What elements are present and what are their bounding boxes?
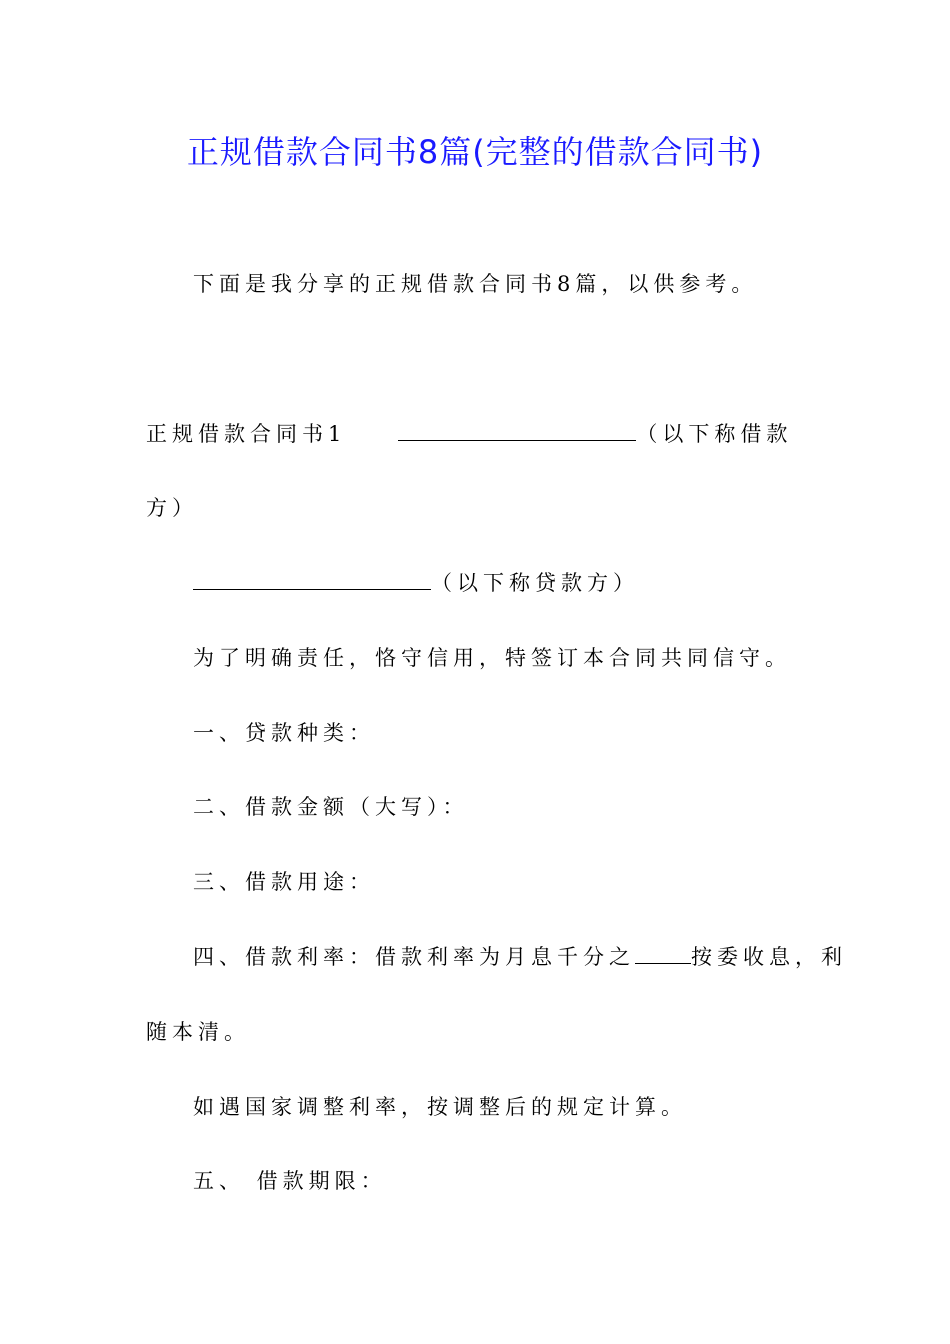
lender-label: （以下称贷款方）	[431, 571, 639, 595]
clause-loan-purpose: 三、借款用途：	[193, 870, 375, 894]
borrower-label-continuation: 方）	[146, 496, 198, 520]
clause-loan-type: 一、贷款种类：	[193, 721, 375, 745]
section-heading-line	[146, 418, 792, 450]
interest-rate-text: 四、借款利率：借款利率为月息千分之	[193, 945, 635, 969]
clause-loan-amount: 二、借款金额（大写）：	[193, 795, 469, 819]
purpose-paragraph: 为了明确责任，恪守信用，特签订本合同共同信守。	[193, 646, 791, 670]
rate-adjustment-note: 如遇国家调整利率，按调整后的规定计算。	[193, 1095, 687, 1119]
clause-interest-rate	[193, 941, 847, 973]
borrower-name-blank	[398, 420, 636, 441]
clause-interest-continuation: 随本清。	[146, 1020, 250, 1044]
document-title: 正规借款合同书8篇(完整的借款合同书)	[186, 133, 764, 171]
interest-rate-blank	[635, 943, 691, 964]
section-heading: 正规借款合同书1	[146, 422, 347, 446]
clause-loan-term: 五、 借款期限：	[193, 1169, 387, 1193]
borrower-label: （以下称借款	[636, 422, 793, 446]
interest-collection-text: 按委收息，利	[691, 945, 847, 969]
intro-paragraph: 下面是我分享的正规借款合同书8篇，以供参考。	[193, 272, 758, 296]
lender-line	[193, 567, 639, 599]
lender-name-blank	[193, 569, 431, 590]
